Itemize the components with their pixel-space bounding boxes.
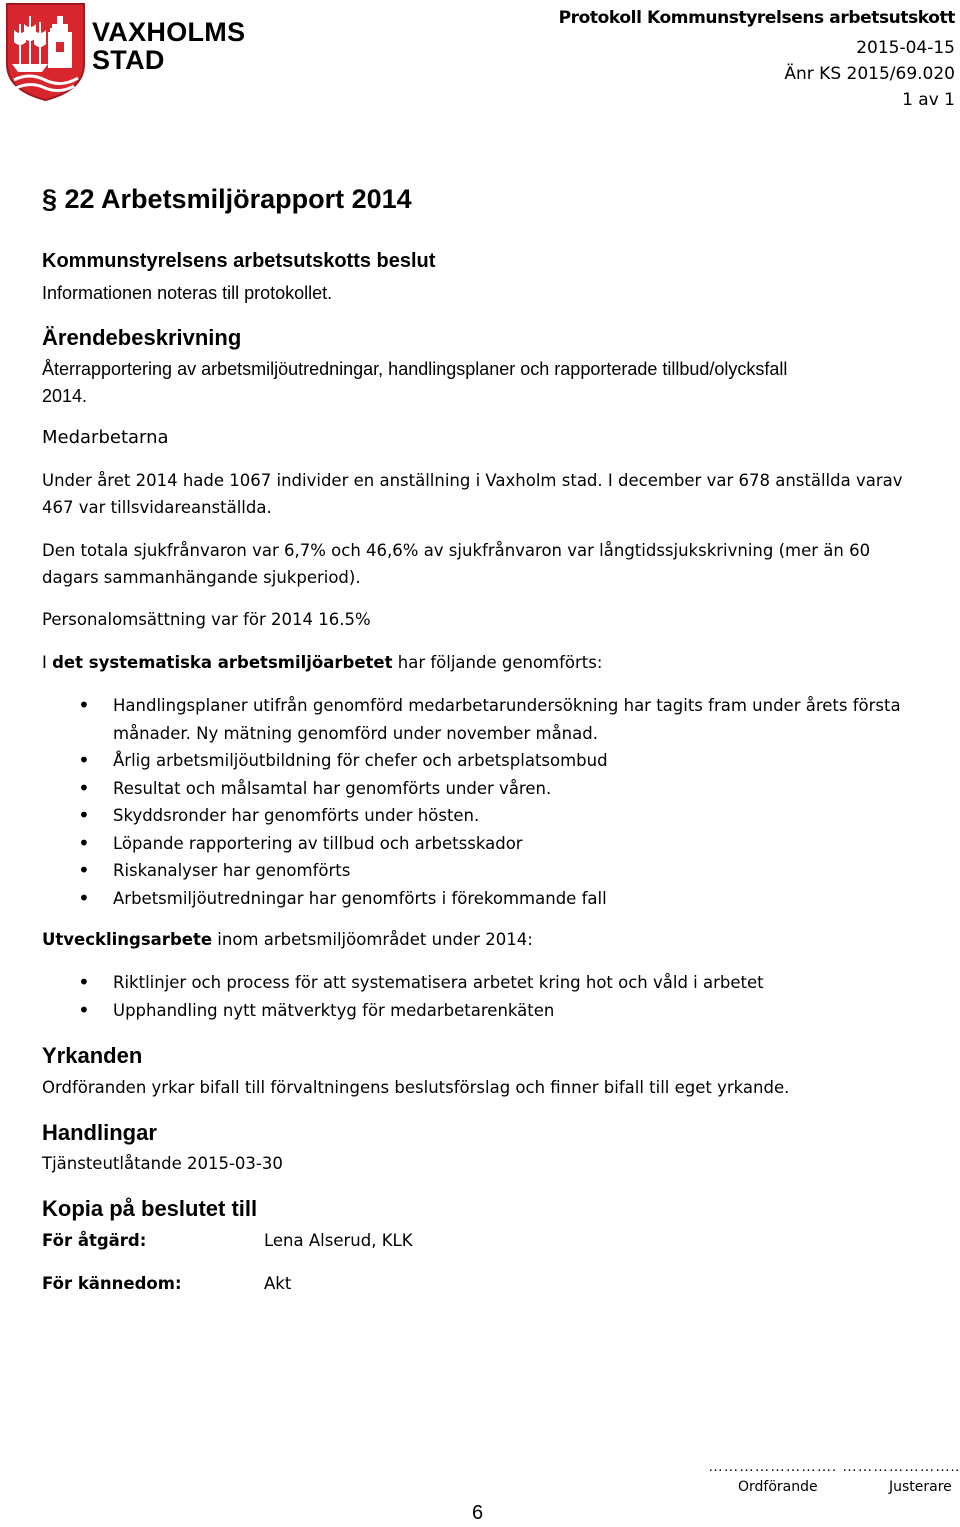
development-list <box>42 969 952 1024</box>
list-item: • Handlingsplaner utifrån genomförd medarbetarundersökning har tagits fram under årets första månader. Ny mätning genomförd under november månad. <box>42 692 952 747</box>
sick-leave-line1: Den totala sjukfrånvaron var 6,7% och 46,6% av sjukfrånvaron var långtidssjukskrivning (mer än 60 <box>42 541 871 560</box>
adjuster-label: Justerare <box>889 1479 952 1495</box>
chair-signature-line: ……………………. <box>708 1458 837 1475</box>
decision-text: Informationen noteras till protokollet. <box>42 283 333 303</box>
chair-label: Ordförande <box>738 1479 818 1495</box>
systematic-work-intro: I det systematiska arbetsmiljöarbetet har följande genomförts: <box>42 653 603 672</box>
list-item: • Upphandling nytt mätverktyg för medarbetarenkäten <box>42 997 952 1025</box>
notice-label: För kännedom: <box>42 1274 182 1293</box>
notice-value: Akt <box>264 1274 292 1293</box>
systematic-work-list <box>42 692 952 912</box>
list-item: • Löpande rapportering av tillbud och arbetsskador <box>42 830 952 858</box>
list-item: • Riktlinjer och process för att systematisera arbetet kring hot och våld i arbetet <box>42 969 952 997</box>
list-item: • Riskanalyser har genomförts <box>42 857 952 885</box>
turnover-text: Personalomsättning var för 2014 16.5% <box>42 610 371 629</box>
list-item: • Arbetsmiljöutredningar har genomförts i förekommande fall <box>42 885 952 913</box>
case-number: Änr KS 2015/69.020 <box>784 64 955 84</box>
list-item: • Årlig arbetsmiljöutbildning för chefer och arbetsplatsombud <box>42 747 952 775</box>
motions-text: Ordföranden yrkar bifall till förvaltningens beslutsförslag och finner bifall till eget yrkande. <box>42 1078 790 1097</box>
copy-heading: Kopia på beslutet till <box>42 1196 258 1221</box>
page-count: 1 av 1 <box>902 90 955 110</box>
staff-paragraph-line1: Under året 2014 hade 1067 individer en anställning i Vaxholm stad. I december var 678 anställda varav <box>42 471 903 490</box>
motions-heading: Yrkanden <box>42 1043 143 1068</box>
action-value: Lena Alserud, KLK <box>264 1231 413 1250</box>
list-item: • Skyddsronder har genomförts under hösten. <box>42 802 952 830</box>
list-item: • Resultat och målsamtal har genomförts under våren. <box>42 775 952 803</box>
case-description-heading: Ärendebeskrivning <box>42 325 242 350</box>
action-label: För åtgärd: <box>42 1231 147 1250</box>
protocol-date: 2015-04-15 <box>856 38 955 58</box>
adjuster-signature-line: ………………….. <box>842 1458 960 1475</box>
section-heading: § 22 Arbetsmiljörapport 2014 <box>42 184 412 214</box>
decision-heading: Kommunstyrelsens arbetsutskotts beslut <box>42 250 436 272</box>
logo-wordmark: VAXHOLMS STAD <box>92 17 246 75</box>
protocol-title: Protokoll Kommunstyrelsens arbetsutskott <box>558 8 955 28</box>
staff-subheading: Medarbetarna <box>42 427 169 448</box>
sick-leave-line2: dagars sammanhängande sjukperiod). <box>42 568 361 587</box>
coat-of-arms-icon <box>4 2 90 102</box>
documents-heading: Handlingar <box>42 1120 157 1145</box>
development-intro: Utvecklingsarbete inom arbetsmiljöområdet under 2014: <box>42 930 533 949</box>
staff-paragraph-line2: 467 var tillsvidareanställda. <box>42 498 272 517</box>
case-description-line1: Återrapportering av arbetsmiljöutredningar, handlingsplaner och rapporterade tillbud/olycksfall <box>42 359 788 379</box>
documents-text: Tjänsteutlåtande 2015-03-30 <box>42 1154 283 1173</box>
page-number: 6 <box>472 1502 484 1524</box>
case-description-line2: 2014. <box>42 386 88 406</box>
